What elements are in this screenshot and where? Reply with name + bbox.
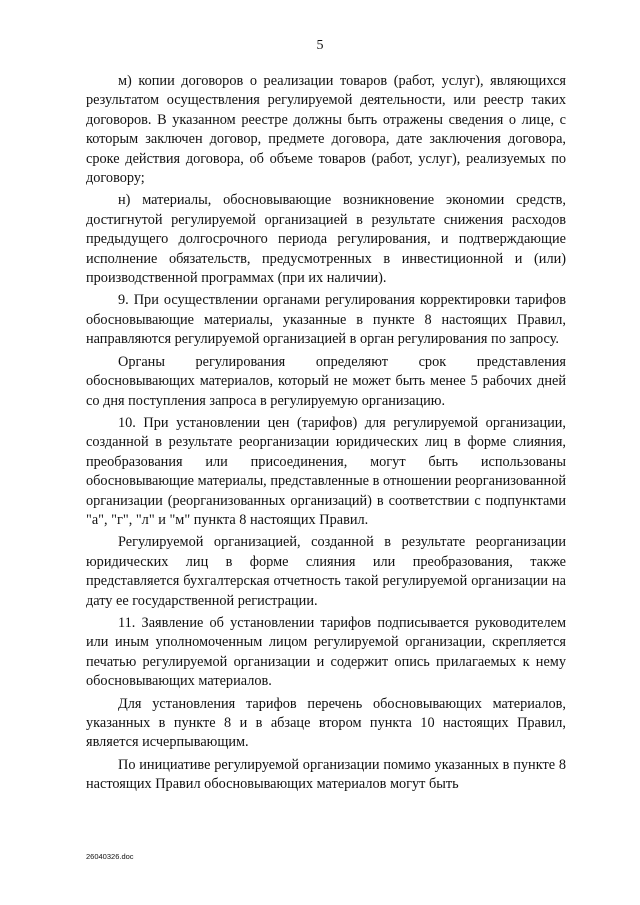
page-number: 5 — [316, 38, 324, 53]
paragraph-n: н) материалы, обосновывающие возникновение экономии средств, достигнутой регулируемой организацией в результате снижения расходов предыдущего долгосрочного периода регулирования, и подтверждающие исполнение обязательств, предусмотренных в инвестиционной и (или) производственной программах (при их наличии). — [86, 192, 566, 287]
paragraph-11-exhaustive: Для установления тарифов перечень обосновывающих материалов, указанных в пункте 8 и в абзаце втором пункта 10 настоящих Правил, является исчерпывающим. — [86, 695, 566, 751]
paragraph-11: 11. Заявление об установлении тарифов подписывается руководителем или иным уполномоченным лицом регулируемой организации, скрепляется печатью регулируемой организации и содержит опись прилагаемых к нему обосновывающих материалов. — [86, 614, 566, 690]
footer-doc-code: 26040326.doc — [86, 852, 134, 861]
paragraph-9: 9. При осуществлении органами регулирования корректировки тарифов обосновывающие материалы, указанные в пункте 8 настоящих Правил, направляются регулируемой организацией в орган регулирования по запросу. — [86, 292, 566, 348]
paragraph-9-deadline: Органы регулирования определяют срок представления обосновывающих материалов, который не может быть менее 5 рабочих дней со дня поступления запроса в регулируемую организацию. — [86, 353, 566, 409]
paragraph-m: м) копии договоров о реализации товаров (работ, услуг), являющихся результатом осуществления регулируемой деятельности, или реестр таких договоров. В указанном реестре должны быть отражены сведения о лице, с которым заключен договор, предмете договора, дате заключения договора, сроке действия договора, об объеме товаров (работ, услуг), реализуемых по договору; — [86, 73, 566, 187]
paragraph-initiative: По инициативе регулируемой организации помимо указанных в пункте 8 настоящих Правил обосновывающих материалов могут быть — [86, 756, 566, 793]
paragraph-10-accounting: Регулируемой организацией, созданной в результате реорганизации юридических лиц в форме слияния или преобразования, также представляется бухгалтерская отчетность такой регулируемой организации на дату ее государственной регистрации. — [86, 534, 566, 609]
paragraph-10: 10. При установлении цен (тарифов) для регулируемой организации, созданной в результате реорганизации юридических лиц в форме слияния, преобразования или присоединения, могут быть использованы обосновывающие материалы, представленные в отношении реорганизованной организации (реорганизованных организаций) в соответствии с подпунктами "а", "г", "л" и "м" пункта 8 настоящих Правил. — [86, 414, 566, 528]
document-body — [86, 72, 566, 798]
